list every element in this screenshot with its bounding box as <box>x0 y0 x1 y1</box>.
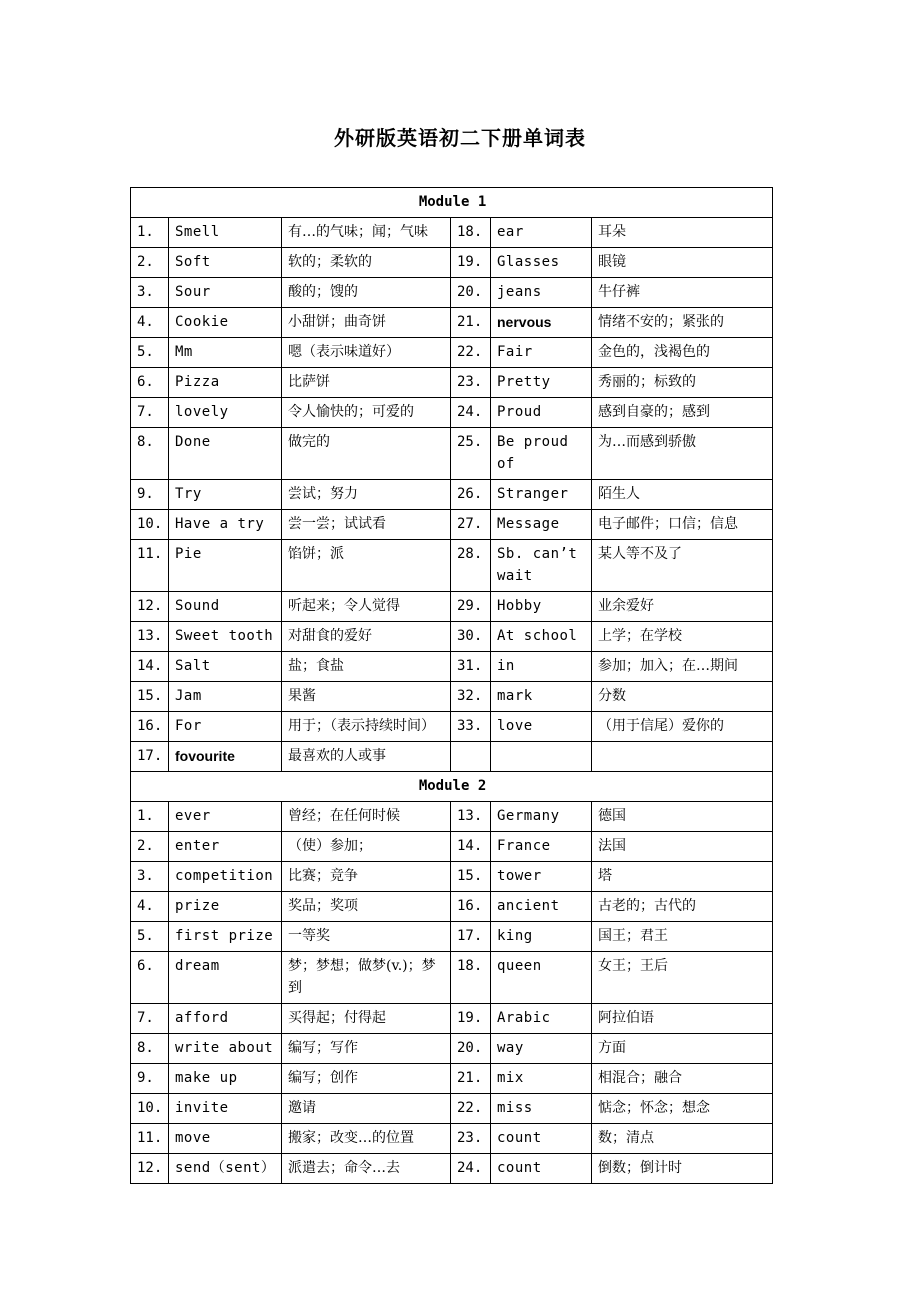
row-number-cell: 28. <box>451 540 491 592</box>
row-number-cell: 25. <box>451 428 491 480</box>
english-word-cell: Pie <box>169 540 282 592</box>
chinese-meaning-cell: 对甜食的爱好 <box>282 622 451 652</box>
vocab-table <box>130 187 773 1184</box>
row-number-cell: 1. <box>131 218 169 248</box>
row-number-cell: 11. <box>131 540 169 592</box>
row-number-cell: 9. <box>131 1064 169 1094</box>
english-word-cell: Hobby <box>491 592 592 622</box>
row-number-cell: 8. <box>131 428 169 480</box>
english-word-cell: queen <box>491 952 592 1004</box>
vocab-row <box>131 1064 773 1094</box>
vocab-row <box>131 652 773 682</box>
english-word-cell: prize <box>169 892 282 922</box>
row-number-cell: 1. <box>131 802 169 832</box>
english-word-cell: miss <box>491 1094 592 1124</box>
english-word-cell: competition <box>169 862 282 892</box>
chinese-meaning-cell: 梦；梦想；做梦(v.)；梦到 <box>282 952 451 1004</box>
english-word-cell: in <box>491 652 592 682</box>
english-word-cell: Have a try <box>169 510 282 540</box>
chinese-meaning-cell: 尝试；努力 <box>282 480 451 510</box>
english-word-cell: France <box>491 832 592 862</box>
chinese-meaning-cell: 倒数；倒计时 <box>592 1154 773 1184</box>
row-number-cell: 21. <box>451 1064 491 1094</box>
row-number-cell: 4. <box>131 308 169 338</box>
english-word-cell: jeans <box>491 278 592 308</box>
vocab-row <box>131 1124 773 1154</box>
chinese-meaning-cell: 做完的 <box>282 428 451 480</box>
english-word-cell: Glasses <box>491 248 592 278</box>
row-number-cell: 24. <box>451 1154 491 1184</box>
row-number-cell: 3. <box>131 278 169 308</box>
english-word-cell: dream <box>169 952 282 1004</box>
english-word-cell: Sound <box>169 592 282 622</box>
chinese-meaning-cell: 某人等不及了 <box>592 540 773 592</box>
vocab-row <box>131 540 773 592</box>
chinese-meaning-cell: 用于；（表示持续时间） <box>282 712 451 742</box>
chinese-meaning-cell: 阿拉伯语 <box>592 1004 773 1034</box>
chinese-meaning-cell: 方面 <box>592 1034 773 1064</box>
english-word-cell: count <box>491 1124 592 1154</box>
english-word-cell: mix <box>491 1064 592 1094</box>
row-number-cell: 7. <box>131 398 169 428</box>
row-number-cell: 6. <box>131 952 169 1004</box>
english-word-cell: Sweet tooth <box>169 622 282 652</box>
english-word-cell: enter <box>169 832 282 862</box>
vocab-row <box>131 308 773 338</box>
row-number-cell: 31. <box>451 652 491 682</box>
chinese-meaning-cell: 派遣去；命令…去 <box>282 1154 451 1184</box>
row-number-cell: 2. <box>131 248 169 278</box>
chinese-meaning-cell: 秀丽的；标致的 <box>592 368 773 398</box>
chinese-meaning-cell: 牛仔裤 <box>592 278 773 308</box>
english-word-cell: count <box>491 1154 592 1184</box>
chinese-meaning-cell: 国王；君王 <box>592 922 773 952</box>
chinese-meaning-cell: 编写；写作 <box>282 1034 451 1064</box>
vocab-row <box>131 922 773 952</box>
english-word-cell: At school <box>491 622 592 652</box>
chinese-meaning-cell: 惦念；怀念；想念 <box>592 1094 773 1124</box>
row-number-cell: 27. <box>451 510 491 540</box>
row-number-cell: 9. <box>131 480 169 510</box>
english-word-cell: For <box>169 712 282 742</box>
chinese-meaning-cell <box>592 742 773 772</box>
chinese-meaning-cell: 数；清点 <box>592 1124 773 1154</box>
chinese-meaning-cell: 软的；柔软的 <box>282 248 451 278</box>
chinese-meaning-cell: 令人愉快的；可爱的 <box>282 398 451 428</box>
english-word-cell: Proud <box>491 398 592 428</box>
english-word-cell: nervous <box>491 308 592 338</box>
chinese-meaning-cell: 果酱 <box>282 682 451 712</box>
english-word-cell: Message <box>491 510 592 540</box>
chinese-meaning-cell: 分数 <box>592 682 773 712</box>
chinese-meaning-cell: 一等奖 <box>282 922 451 952</box>
english-word-cell: tower <box>491 862 592 892</box>
chinese-meaning-cell: 曾经；在任何时候 <box>282 802 451 832</box>
vocab-row <box>131 480 773 510</box>
english-word-cell: afford <box>169 1004 282 1034</box>
vocab-row <box>131 338 773 368</box>
english-word-cell <box>491 742 592 772</box>
chinese-meaning-cell: 比萨饼 <box>282 368 451 398</box>
english-word-cell: way <box>491 1034 592 1064</box>
row-number-cell <box>451 742 491 772</box>
vocab-row <box>131 510 773 540</box>
english-word-cell: Smell <box>169 218 282 248</box>
english-word-cell: write about <box>169 1034 282 1064</box>
chinese-meaning-cell: 金色的，浅褐色的 <box>592 338 773 368</box>
chinese-meaning-cell: 塔 <box>592 862 773 892</box>
row-number-cell: 14. <box>451 832 491 862</box>
row-number-cell: 18. <box>451 218 491 248</box>
english-word-cell: Jam <box>169 682 282 712</box>
english-word-cell: mark <box>491 682 592 712</box>
english-word-cell: Salt <box>169 652 282 682</box>
chinese-meaning-cell: 为…而感到骄傲 <box>592 428 773 480</box>
english-word-cell: Pretty <box>491 368 592 398</box>
vocab-row <box>131 1094 773 1124</box>
vocab-row <box>131 428 773 480</box>
row-number-cell: 15. <box>131 682 169 712</box>
english-word-cell: Soft <box>169 248 282 278</box>
english-word-cell: Germany <box>491 802 592 832</box>
row-number-cell: 5. <box>131 922 169 952</box>
chinese-meaning-cell: 编写；创作 <box>282 1064 451 1094</box>
row-number-cell: 32. <box>451 682 491 712</box>
english-word-cell: Try <box>169 480 282 510</box>
row-number-cell: 19. <box>451 1004 491 1034</box>
chinese-meaning-cell: 业余爱好 <box>592 592 773 622</box>
english-word-cell: ever <box>169 802 282 832</box>
vocab-row <box>131 832 773 862</box>
row-number-cell: 15. <box>451 862 491 892</box>
row-number-cell: 5. <box>131 338 169 368</box>
chinese-meaning-cell: 情绪不安的；紧张的 <box>592 308 773 338</box>
row-number-cell: 33. <box>451 712 491 742</box>
chinese-meaning-cell: 小甜饼；曲奇饼 <box>282 308 451 338</box>
chinese-meaning-cell: 酸的；馊的 <box>282 278 451 308</box>
vocab-row <box>131 1004 773 1034</box>
vocab-row <box>131 742 773 772</box>
row-number-cell: 10. <box>131 510 169 540</box>
vocab-row <box>131 248 773 278</box>
chinese-meaning-cell: 德国 <box>592 802 773 832</box>
chinese-meaning-cell: 女王；王后 <box>592 952 773 1004</box>
english-word-cell: Done <box>169 428 282 480</box>
page-title: 外研版英语初二下册单词表 <box>334 128 586 150</box>
english-word-cell: Stranger <box>491 480 592 510</box>
english-word-cell: ear <box>491 218 592 248</box>
vocab-row <box>131 802 773 832</box>
english-word-cell: ancient <box>491 892 592 922</box>
row-number-cell: 10. <box>131 1094 169 1124</box>
row-number-cell: 18. <box>451 952 491 1004</box>
row-number-cell: 16. <box>451 892 491 922</box>
row-number-cell: 3. <box>131 862 169 892</box>
module-header-row <box>131 188 773 218</box>
vocab-row <box>131 862 773 892</box>
row-number-cell: 23. <box>451 1124 491 1154</box>
row-number-cell: 14. <box>131 652 169 682</box>
english-word-cell: Mm <box>169 338 282 368</box>
row-number-cell: 19. <box>451 248 491 278</box>
row-number-cell: 26. <box>451 480 491 510</box>
vocab-row <box>131 1034 773 1064</box>
row-number-cell: 4. <box>131 892 169 922</box>
chinese-meaning-cell: 听起来；令人觉得 <box>282 592 451 622</box>
english-word-cell: Sour <box>169 278 282 308</box>
english-word-cell: love <box>491 712 592 742</box>
chinese-meaning-cell: 买得起；付得起 <box>282 1004 451 1034</box>
vocab-row <box>131 592 773 622</box>
row-number-cell: 2. <box>131 832 169 862</box>
chinese-meaning-cell: 上学；在学校 <box>592 622 773 652</box>
row-number-cell: 17. <box>131 742 169 772</box>
row-number-cell: 13. <box>131 622 169 652</box>
english-word-cell: first prize <box>169 922 282 952</box>
row-number-cell: 20. <box>451 278 491 308</box>
vocab-row <box>131 398 773 428</box>
vocab-row <box>131 952 773 1004</box>
english-word-cell: Pizza <box>169 368 282 398</box>
english-word-cell: send（sent） <box>169 1154 282 1184</box>
english-word-cell: Sb. can’t wait <box>491 540 592 592</box>
vocab-row <box>131 892 773 922</box>
english-word-cell: lovely <box>169 398 282 428</box>
chinese-meaning-cell: 嗯（表示味道好） <box>282 338 451 368</box>
module-header-row <box>131 772 773 802</box>
row-number-cell: 21. <box>451 308 491 338</box>
module-title: Module 1 <box>131 188 773 218</box>
row-number-cell: 29. <box>451 592 491 622</box>
row-number-cell: 7. <box>131 1004 169 1034</box>
module-title: Module 2 <box>131 772 773 802</box>
english-word-cell: make up <box>169 1064 282 1094</box>
row-number-cell: 12. <box>131 1154 169 1184</box>
english-word-cell: king <box>491 922 592 952</box>
chinese-meaning-cell: （用于信尾）爱你的 <box>592 712 773 742</box>
row-number-cell: 17. <box>451 922 491 952</box>
row-number-cell: 30. <box>451 622 491 652</box>
row-number-cell: 23. <box>451 368 491 398</box>
chinese-meaning-cell: 古老的；古代的 <box>592 892 773 922</box>
row-number-cell: 6. <box>131 368 169 398</box>
english-word-cell: Arabic <box>491 1004 592 1034</box>
row-number-cell: 20. <box>451 1034 491 1064</box>
english-word-cell: move <box>169 1124 282 1154</box>
chinese-meaning-cell: 法国 <box>592 832 773 862</box>
row-number-cell: 11. <box>131 1124 169 1154</box>
chinese-meaning-cell: 有…的气味；闻；气味 <box>282 218 451 248</box>
chinese-meaning-cell: 眼镜 <box>592 248 773 278</box>
chinese-meaning-cell: 奖品；奖项 <box>282 892 451 922</box>
vocab-row <box>131 218 773 248</box>
vocab-row <box>131 278 773 308</box>
chinese-meaning-cell: 比赛；竞争 <box>282 862 451 892</box>
chinese-meaning-cell: 相混合；融合 <box>592 1064 773 1094</box>
chinese-meaning-cell: 陌生人 <box>592 480 773 510</box>
vocab-row <box>131 712 773 742</box>
english-word-cell: fovourite <box>169 742 282 772</box>
chinese-meaning-cell: 电子邮件；口信；信息 <box>592 510 773 540</box>
vocab-table-body <box>131 188 773 1184</box>
chinese-meaning-cell: 尝一尝；试试看 <box>282 510 451 540</box>
vocab-row <box>131 682 773 712</box>
chinese-meaning-cell: 参加；加入；在…期间 <box>592 652 773 682</box>
row-number-cell: 13. <box>451 802 491 832</box>
chinese-meaning-cell: （使）参加； <box>282 832 451 862</box>
chinese-meaning-cell: 馅饼；派 <box>282 540 451 592</box>
english-word-cell: Fair <box>491 338 592 368</box>
row-number-cell: 16. <box>131 712 169 742</box>
chinese-meaning-cell: 搬家；改变…的位置 <box>282 1124 451 1154</box>
chinese-meaning-cell: 耳朵 <box>592 218 773 248</box>
vocab-row <box>131 622 773 652</box>
english-word-cell: Cookie <box>169 308 282 338</box>
row-number-cell: 8. <box>131 1034 169 1064</box>
english-word-cell: Be proud of <box>491 428 592 480</box>
chinese-meaning-cell: 感到自豪的；感到 <box>592 398 773 428</box>
row-number-cell: 22. <box>451 338 491 368</box>
vocab-row <box>131 368 773 398</box>
row-number-cell: 12. <box>131 592 169 622</box>
chinese-meaning-cell: 邀请 <box>282 1094 451 1124</box>
chinese-meaning-cell: 盐；食盐 <box>282 652 451 682</box>
english-word-cell: invite <box>169 1094 282 1124</box>
row-number-cell: 22. <box>451 1094 491 1124</box>
row-number-cell: 24. <box>451 398 491 428</box>
chinese-meaning-cell: 最喜欢的人或事 <box>282 742 451 772</box>
vocab-row <box>131 1154 773 1184</box>
